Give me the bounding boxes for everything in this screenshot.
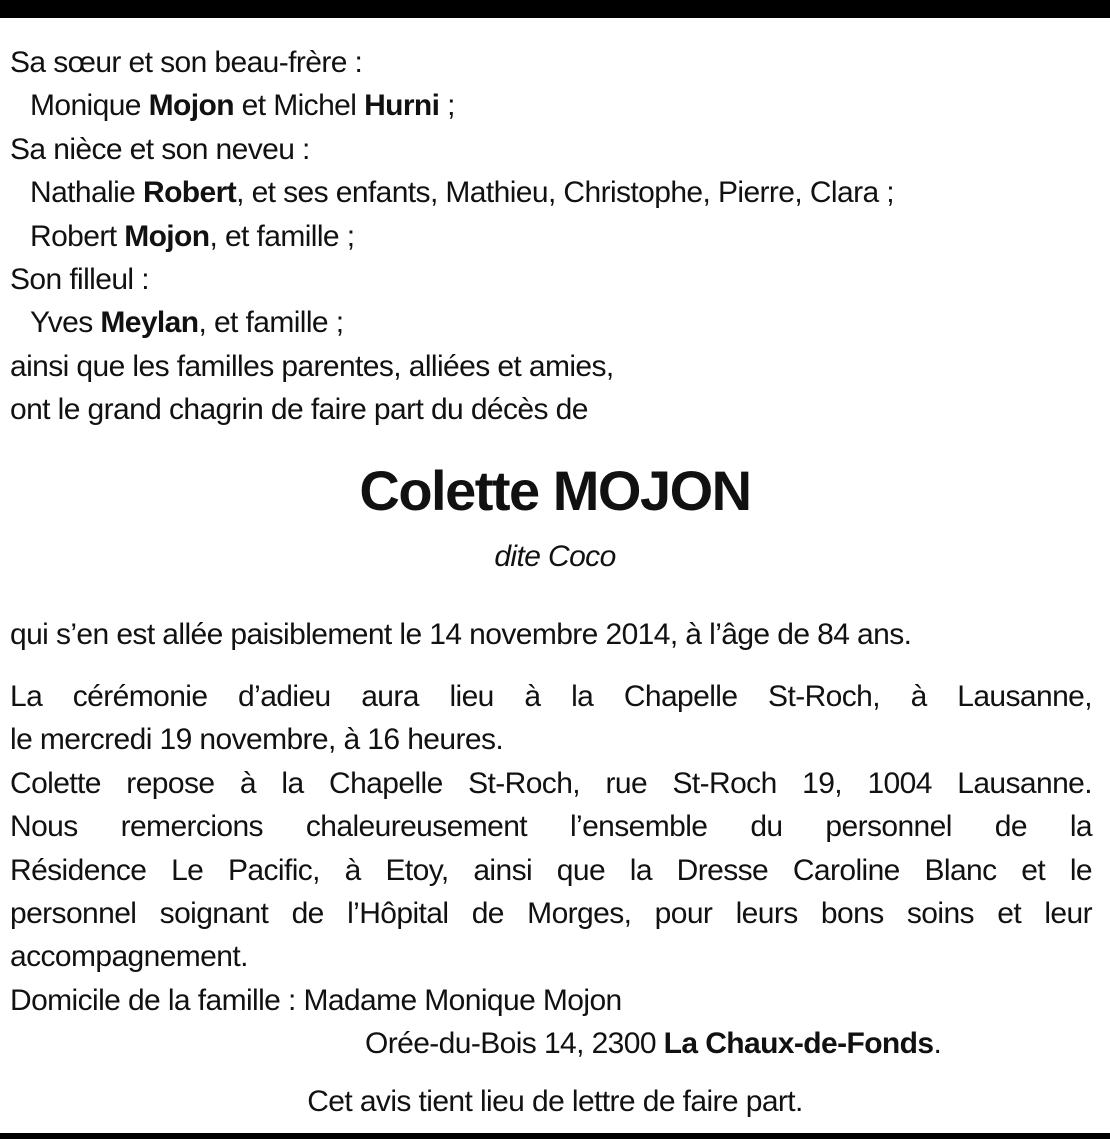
- family-extended: ainsi que les familles parentes, alliées et amies,: [10, 349, 614, 383]
- closing-block: [0, 1080, 1110, 1123]
- family-heading-niece: Sa nièce et son neveu :: [10, 132, 310, 166]
- ceremony-line: La cérémonie d’adieu aura lieu à la Chapelle St-Roch, à Lausanne,: [10, 680, 1092, 713]
- thanks-line: personnel soignant de l’Hôpital de Morges, pour leurs bons soins et leur: [10, 896, 1092, 930]
- announcement-line: ont le grand chagrin de faire part du décès de: [10, 393, 588, 427]
- family-member: Robert Mojon, et famille ;: [30, 219, 355, 253]
- bottom-rule: [0, 1133, 1110, 1139]
- top-rule: [0, 0, 1110, 18]
- domicile-address: Orée-du-Bois 14, 2300 La Chaux-de-Fonds.: [365, 1027, 942, 1061]
- family-member: Nathalie Robert, et ses enfants, Mathieu, Christophe, Pierre, Clara ;: [30, 176, 895, 210]
- thanks-line: accompagnement.: [10, 940, 248, 974]
- death-line-block: [10, 613, 1092, 656]
- ceremony-line: le mercredi 19 novembre, à 16 heures.: [10, 723, 504, 757]
- family-heading-godson: Son filleul :: [10, 262, 149, 296]
- family-heading-sister: Sa sœur et son beau-frère :: [10, 46, 363, 79]
- thanks-line: Nous remercions chaleureusement l’ensemble du personnel de la: [10, 810, 1092, 844]
- death-line: qui s’en est allée paisiblement le 14 novembre 2014, à l’âge de 84 ans.: [10, 618, 912, 651]
- repose-line: Colette repose à la Chapelle St-Roch, rue St-Roch 19, 1004 Lausanne.: [10, 766, 1092, 800]
- domicile-label: Domicile de la famille : Madame Monique Mojon: [10, 983, 622, 1017]
- family-list: [10, 41, 1092, 432]
- family-member: Monique Mojon et Michel Hurni ;: [30, 89, 455, 123]
- deceased-nickname: dite Coco: [494, 540, 616, 573]
- closing-line: Cet avis tient lieu de lettre de faire part.: [307, 1085, 803, 1118]
- thanks-line: Résidence Le Pacific, à Etoy, ainsi que la Dresse Caroline Blanc et le: [10, 853, 1092, 887]
- details-block: [10, 675, 1092, 1066]
- family-member: Yves Meylan, et famille ;: [30, 306, 344, 340]
- deceased-name: Colette MOJON: [359, 459, 751, 522]
